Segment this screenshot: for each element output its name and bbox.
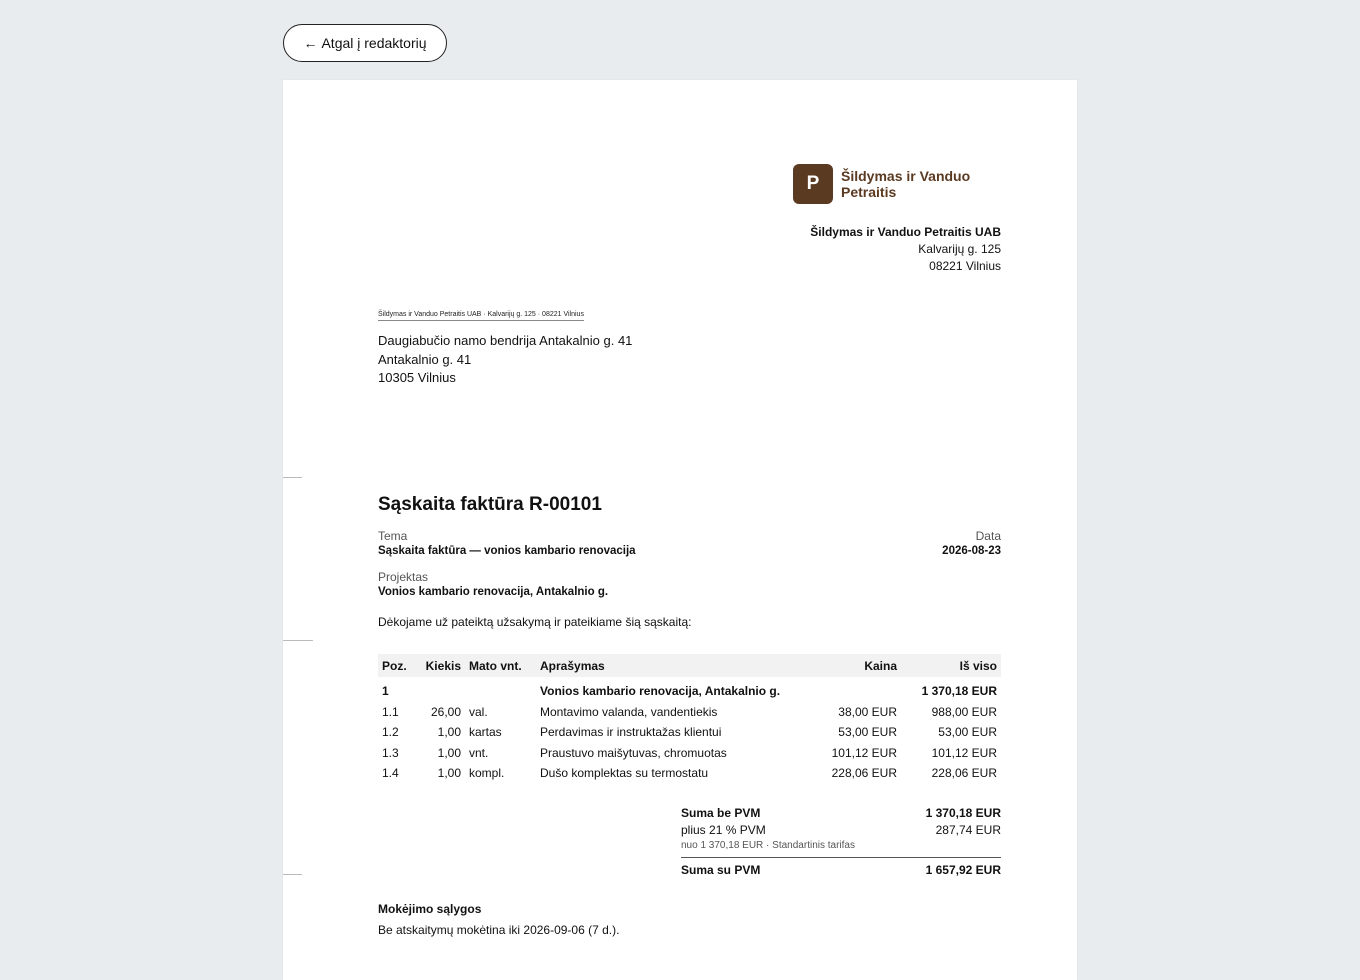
col-header-total: Iš viso <box>901 654 1001 677</box>
vat-value: 287,74 EUR <box>935 822 1001 837</box>
vat-label: plius 21 % PVM <box>681 822 766 837</box>
recipient-address <box>378 332 632 388</box>
gross-total-row <box>681 861 1001 878</box>
vat-note-text: nuo 1 370,18 EUR · Standartinis tarifas <box>681 839 855 851</box>
vat-note <box>681 838 1001 852</box>
recipient-city: 10305 Vilnius <box>378 370 456 385</box>
col-header-position: Poz. <box>378 654 416 677</box>
totals-block <box>681 804 1001 878</box>
project-value: Vonios kambario renovacija, Antakalnio g. <box>378 586 609 598</box>
cell-description: Dušo komplektas su termostatu <box>540 766 709 781</box>
gross-total-label: Suma su PVM <box>681 862 761 877</box>
net-total-label: Suma be PVM <box>681 805 761 820</box>
invoice-title: Sąskaita faktūra R-00101 <box>378 494 602 515</box>
cell-quantity <box>416 677 465 702</box>
date-block <box>942 529 1001 557</box>
project-label: Projektas <box>378 570 429 584</box>
date-value: 2026-08-23 <box>942 545 1001 557</box>
gross-total-value: 1 657,92 EUR <box>925 862 1001 877</box>
back-to-editor-button[interactable] <box>283 24 447 62</box>
cell-price: 101,12 EUR <box>831 745 897 760</box>
sender-street: Kalvarijų g. 125 <box>918 242 1001 256</box>
cell-unit: kartas <box>469 725 502 740</box>
line-items-table <box>378 654 1001 784</box>
cell-unit: vnt. <box>469 745 489 760</box>
return-address-line: Šildymas ir Vanduo Petraitis UAB · Kalvarijų g. 125 · 08221 Vilnius <box>378 311 584 321</box>
col-header-description: Aprašymas <box>536 654 798 677</box>
cell-description: Vonios kambario renovacija, Antakalnio g. <box>540 684 781 699</box>
cell-quantity: 1,00 <box>437 766 461 781</box>
cell-position: 1.4 <box>382 766 399 781</box>
fold-mark-top <box>283 477 302 478</box>
cell-unit: val. <box>469 704 488 719</box>
recipient-street: Antakalnio g. 41 <box>378 351 472 367</box>
payment-terms-text: Be atskaitymų mokėtina iki 2026-09-06 (7 d.). <box>378 923 620 937</box>
table-row <box>378 743 1001 764</box>
cell-price: 53,00 EUR <box>838 725 897 740</box>
net-total-row <box>681 804 1001 821</box>
cell-quantity: 1,00 <box>437 725 461 740</box>
cell-total: 1 370,18 EUR <box>921 684 997 699</box>
table-row <box>378 763 1001 784</box>
sender-name: Šildymas ir Vanduo Petraitis UAB <box>810 225 1001 239</box>
cell-description: Montavimo valanda, vandentiekis <box>540 704 718 719</box>
col-header-price: Kaina <box>798 654 901 677</box>
fold-mark-bottom <box>283 874 302 875</box>
cell-price: 38,00 EUR <box>838 704 897 719</box>
table-row <box>378 702 1001 723</box>
table-row <box>378 722 1001 743</box>
punch-mark <box>283 640 313 641</box>
date-label: Data <box>975 529 1001 543</box>
cell-unit <box>465 677 536 702</box>
col-header-unit: Mato vnt. <box>465 654 536 677</box>
cell-description: Praustuvo maišytuvas, chromuotas <box>540 745 727 760</box>
logo-wordmark <box>841 168 970 200</box>
recipient-name: Daugiabučio namo bendrija Antakalnio g. 41 <box>378 333 633 348</box>
totals-divider <box>681 857 1001 858</box>
net-total-value: 1 370,18 EUR <box>925 805 1001 820</box>
cell-position: 1 <box>382 684 389 699</box>
vat-row <box>681 821 1001 838</box>
table-header-row <box>378 654 1001 677</box>
sender-city: 08221 Vilnius <box>929 259 1001 273</box>
cell-unit: kompl. <box>469 766 505 781</box>
cell-total: 101,12 EUR <box>931 745 997 760</box>
company-logo <box>793 164 970 204</box>
invoice-page <box>283 80 1077 980</box>
cell-total: 53,00 EUR <box>938 725 997 740</box>
back-button-label: Atgal į redaktorių <box>321 35 427 51</box>
cell-quantity: 1,00 <box>437 745 461 760</box>
subject-block <box>378 529 636 557</box>
cell-price: 228,06 EUR <box>831 766 897 781</box>
intro-text: Dėkojame už pateiktą užsakymą ir pateikiame šią sąskaitą: <box>378 615 692 629</box>
project-block <box>378 570 608 598</box>
arrow-left-icon: ← <box>303 35 318 51</box>
payment-terms-title: Mokėjimo sąlygos <box>378 902 482 916</box>
cell-price <box>798 677 901 702</box>
cell-position: 1.2 <box>382 725 399 740</box>
cell-description: Perdavimas ir instruktažas klientui <box>540 725 722 740</box>
logo-line-1: Šildymas ir Vanduo <box>841 168 971 184</box>
subject-value: Sąskaita faktūra — vonios kambario renovacija <box>378 545 636 557</box>
table-row-group <box>378 677 1001 702</box>
cell-quantity: 26,00 <box>430 704 461 719</box>
sender-address <box>810 224 1001 275</box>
cell-position: 1.3 <box>382 745 399 760</box>
cell-position: 1.1 <box>382 704 399 719</box>
logo-mark: P <box>793 164 833 204</box>
subject-label: Tema <box>378 529 408 543</box>
cell-total: 228,06 EUR <box>931 766 997 781</box>
col-header-quantity: Kiekis <box>416 654 465 677</box>
cell-total: 988,00 EUR <box>931 704 997 719</box>
logo-line-2: Petraitis <box>841 184 897 200</box>
